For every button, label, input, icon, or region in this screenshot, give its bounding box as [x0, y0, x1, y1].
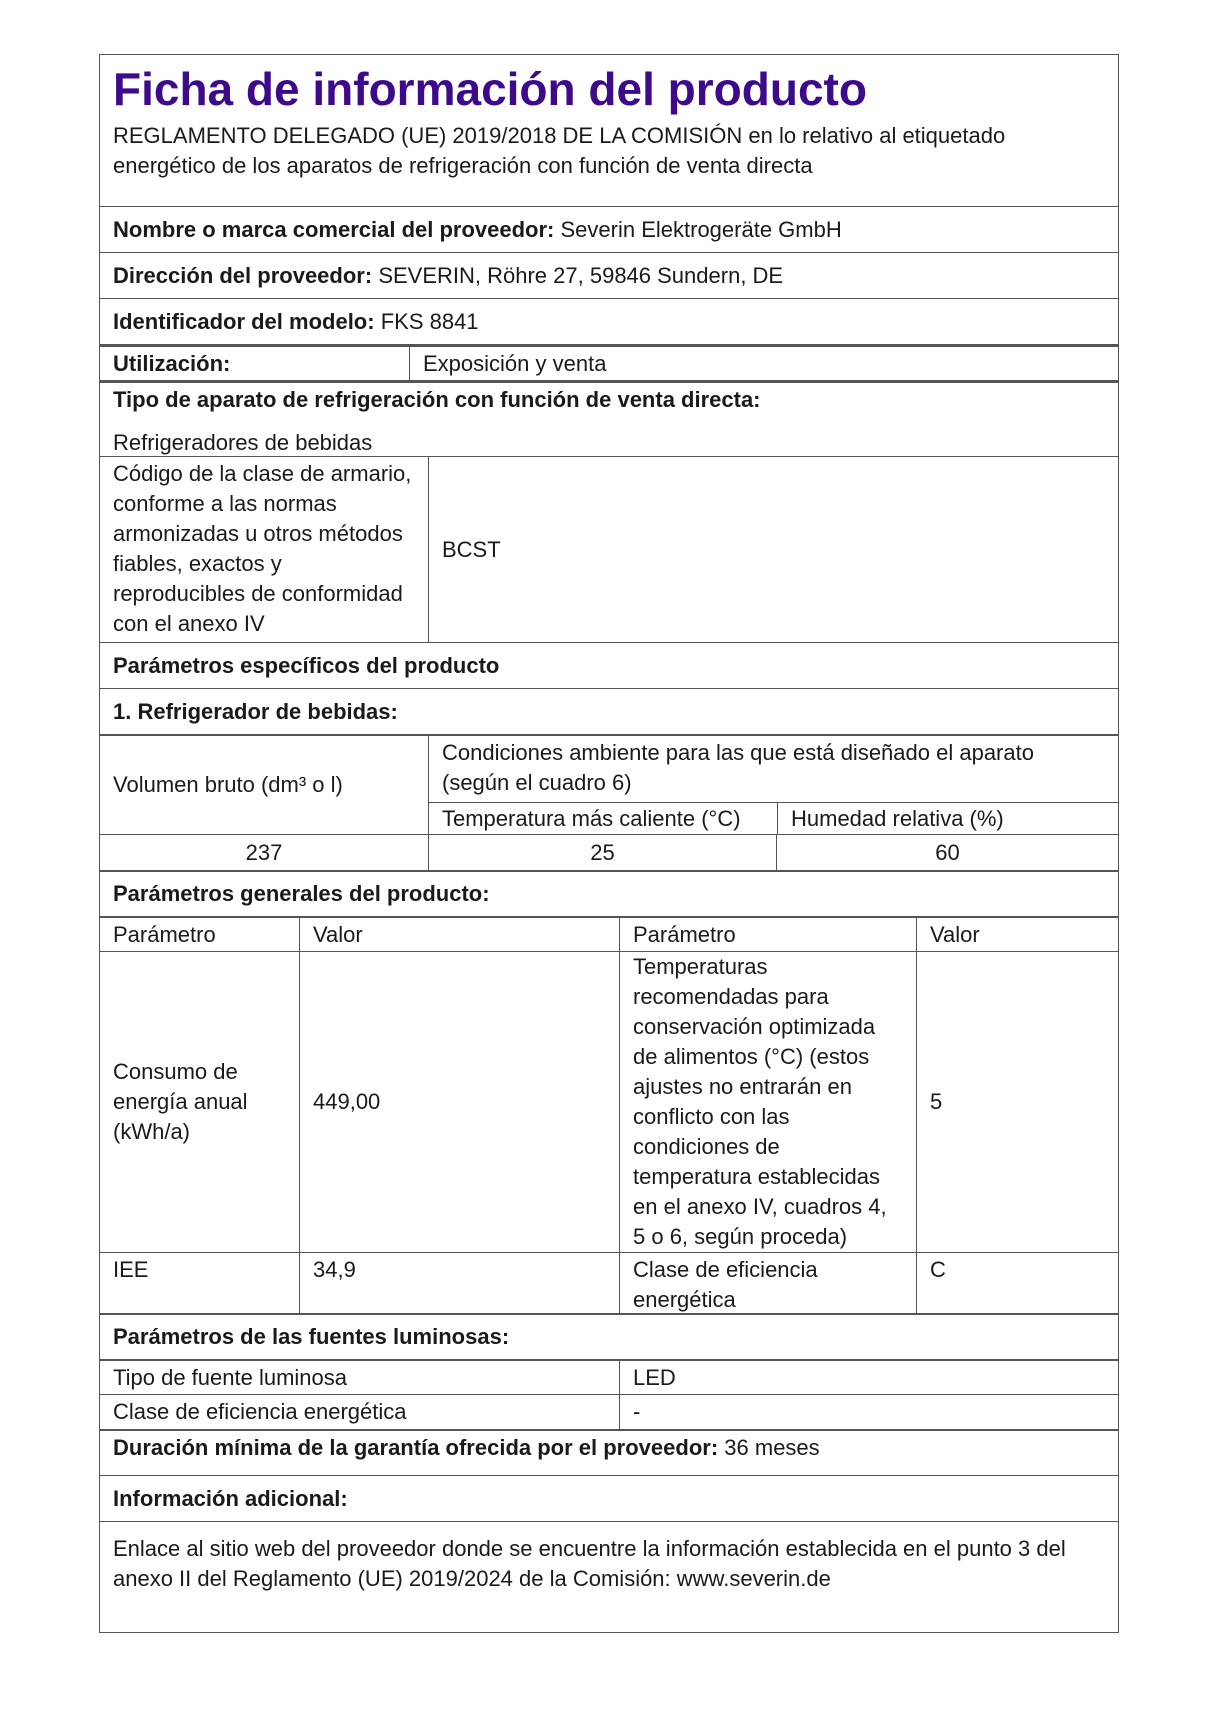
specific-params-row — [100, 642, 1118, 688]
appliance-type-row — [100, 380, 1118, 456]
use-row — [100, 344, 1118, 380]
additional-info-text-row — [100, 1521, 1118, 1632]
supplier-address-value: SEVERIN, Röhre 27, 59846 Sundern, DE — [378, 262, 784, 288]
rec-temp-value: 5 — [930, 1089, 943, 1114]
volume-value: 237 — [245, 839, 283, 865]
energy-row — [100, 951, 1118, 1252]
use-label: Utilización: — [113, 350, 231, 376]
volume-label: Volumen bruto (dm³ o l) — [113, 772, 343, 797]
light-params-row — [100, 1313, 1118, 1359]
light-type-row — [100, 1359, 1118, 1394]
appliance-type-value: Refrigeradores de bebidas — [113, 430, 373, 455]
drink-cooler-row — [100, 688, 1118, 734]
model-id-row — [100, 298, 1118, 344]
eff-class-label: Clase de eficiencia energética — [619, 1253, 916, 1313]
warranty-row — [100, 1429, 1118, 1475]
light-class-value: - — [633, 1399, 641, 1424]
appliance-type-label: Tipo de aparato de refrigeración con función de venta directa: — [113, 387, 761, 412]
warranty-value: 36 meses — [724, 1435, 820, 1460]
page-title: Ficha de información del producto — [113, 63, 867, 115]
header-section — [100, 55, 1118, 206]
drink-cooler-label: 1. Refrigerador de bebidas: — [113, 698, 398, 724]
warranty-label: Duración mínima de la garantía ofrecida por el proveedor: — [113, 1435, 719, 1460]
iee-value: 34,9 — [313, 1257, 356, 1282]
col-value-2: Valor — [930, 921, 980, 947]
rec-temp-label: Temperaturas recomendadas para conservación optimizada de alimentos (°C) (estos ajustes no entrarán en conflicto con las condiciones de temperatura establecidas en el anexo IV, cuadros 4, 5 o 6, según proceda) — [619, 952, 916, 1252]
cabinet-class-row — [100, 456, 1118, 642]
light-class-row — [100, 1394, 1118, 1429]
general-params-row — [100, 870, 1118, 916]
supplier-address-label: Dirección del proveedor: — [113, 262, 373, 288]
cabinet-class-label: Código de la clase de armario, conforme a las normas armonizadas u otros métodos fiables, exactos y reproducibles de conformidad con el anexo IV — [113, 461, 412, 636]
eff-class-value: C — [930, 1257, 946, 1282]
humidity-label: Humedad relativa (%) — [777, 802, 1118, 834]
drink-cooler-values — [100, 834, 1118, 870]
light-class-label: Clase de eficiencia energética — [113, 1399, 407, 1424]
light-type-value: LED — [633, 1364, 676, 1390]
light-params-label: Parámetros de las fuentes luminosas: — [113, 1324, 510, 1349]
supplier-name-label: Nombre o marca comercial del proveedor: — [113, 216, 555, 242]
iee-row — [100, 1252, 1118, 1313]
specific-params-label: Parámetros específicos del producto — [113, 652, 500, 678]
drink-cooler-header — [100, 734, 1118, 834]
supplier-address-row — [100, 252, 1118, 298]
additional-info-row — [100, 1475, 1118, 1521]
light-type-label: Tipo de fuente luminosa — [113, 1364, 347, 1390]
general-params-label: Parámetros generales del producto: — [113, 881, 490, 906]
product-info-sheet — [99, 54, 1119, 1633]
additional-info-text: Enlace al sitio web del proveedor donde se encuentre la información establecida en el punto 3 del anexo II del Reglamento (UE) 2019/2024 de la Comisión: www.severin.de — [113, 1536, 1066, 1591]
energy-label: Consumo de energía anual (kWh/a) — [113, 1059, 248, 1144]
use-value: Exposición y venta — [423, 350, 607, 376]
col-param-1: Parámetro — [113, 921, 216, 947]
col-value-1: Valor — [313, 921, 363, 947]
supplier-name-row — [100, 206, 1118, 252]
model-id-label: Identificador del modelo: — [113, 308, 375, 334]
energy-value: 449,00 — [313, 1089, 381, 1114]
cabinet-class-value: BCST — [442, 536, 501, 562]
col-param-2: Parámetro — [633, 921, 736, 947]
supplier-name-value: Severin Elektrogeräte GmbH — [560, 216, 842, 242]
model-id-value: FKS 8841 — [380, 308, 479, 334]
temp-label: Temperatura más caliente (°C) — [442, 806, 741, 831]
general-params-header — [100, 916, 1118, 951]
ambient-label: Condiciones ambiente para las que está diseñado el aparato (según el cuadro 6) — [442, 740, 1034, 795]
additional-info-label: Información adicional: — [113, 1485, 348, 1511]
regulation-text: REGLAMENTO DELEGADO (UE) 2019/2018 DE LA COMISIÓN en lo relativo al etiquetado energético de los aparatos de refrigeración con función de venta directa — [113, 123, 1006, 178]
iee-label: IEE — [113, 1257, 149, 1282]
temp-value: 25 — [590, 839, 615, 865]
humidity-value: 60 — [935, 839, 960, 865]
